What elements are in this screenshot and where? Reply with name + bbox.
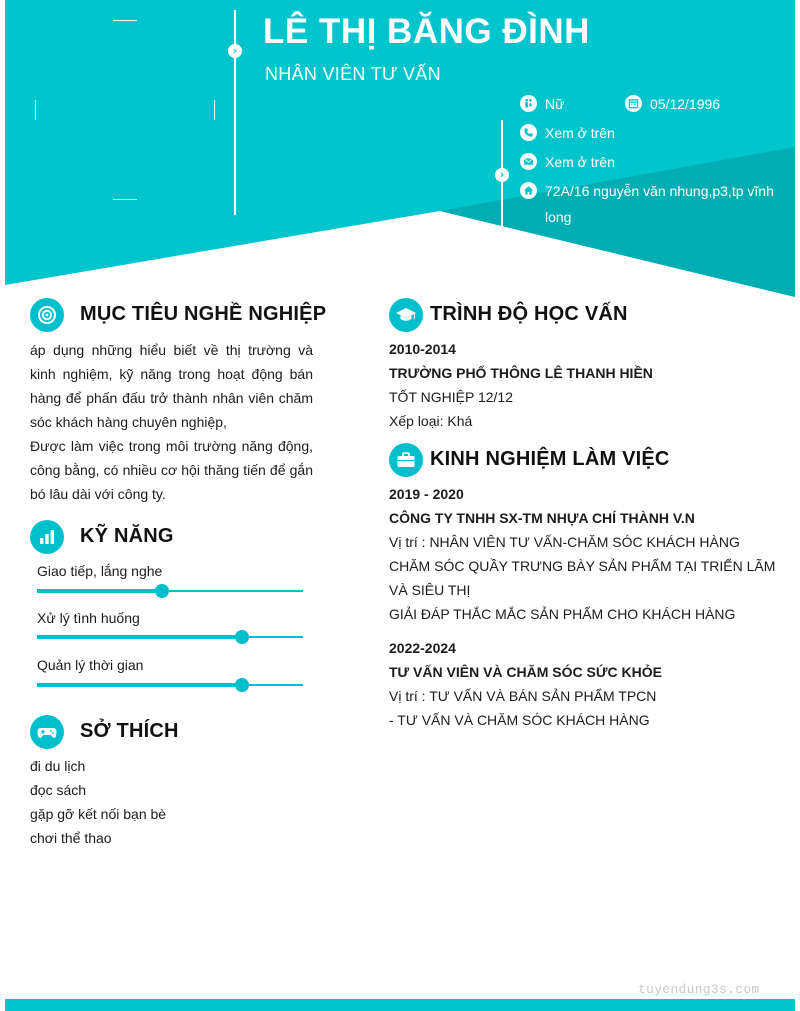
gender-value: Nữ <box>545 96 565 112</box>
envelope-icon <box>520 153 537 170</box>
skill-bar <box>37 590 303 592</box>
address-info <box>520 178 782 230</box>
objective-paragraph: áp dụng những hiểu biết về thị trường và kinh nghiệm, kỹ năng trong hoạt động bán hàng để phấn đấu trở thành nhân viên chăm sóc khách hàng chuyên nghiệp, <box>30 342 313 430</box>
hobby-item: đọc sách <box>30 782 87 798</box>
chevron-right-icon: › <box>228 44 242 58</box>
watermark-text: tuyendung3s.com <box>638 982 760 997</box>
education-degree: TỐT NGHIỆP 12/12 <box>389 389 513 405</box>
skill-bar-fill <box>37 635 242 639</box>
footer-bar <box>5 999 795 1011</box>
email-info <box>520 149 615 175</box>
experience-line: CHĂM SÓC QUẦY TRƯNG BÀY SẢN PHẨM TẠI TRIỂN LÃM VÀ SIÊU THỊ <box>389 558 776 598</box>
address-value: 72A/16 nguyễn văn nhung,p3,tp vĩnh long <box>545 183 774 225</box>
skill-bar-knob <box>155 584 169 598</box>
skill-bar <box>37 684 303 686</box>
hobby-item: gặp gỡ kết nối bạn bè <box>30 806 167 822</box>
objective-paragraph: Được làm việc trong môi trường năng động, công bằng, có nhiều cơ hội thăng tiến để gắn bó lâu dài với công ty. <box>30 438 313 502</box>
phone-value: Xem ở trên <box>545 125 615 141</box>
skill-label: Giao tiếp, lắng nghe <box>37 563 163 579</box>
experience-line: - TƯ VẤN VÀ CHĂM SÓC KHÁCH HÀNG <box>389 712 650 728</box>
objective-text <box>30 338 313 506</box>
skill-bar <box>37 636 303 638</box>
phone-icon <box>520 124 537 141</box>
hobby-item: chơi thể thao <box>30 830 112 846</box>
skill-label: Xử lý tình huống <box>37 610 140 626</box>
skill-bar-knob <box>235 630 249 644</box>
gender-icon <box>520 95 537 112</box>
education-title: TRÌNH ĐỘ HỌC VẤN <box>430 303 628 325</box>
candidate-name: LÊ THỊ BĂNG ĐÌNH <box>263 12 590 51</box>
avatar-photo-frame <box>35 20 215 200</box>
target-icon <box>30 298 64 332</box>
hobbies-list <box>30 754 166 850</box>
skill-label: Quản lý thời gian <box>37 657 144 673</box>
header-divider-line <box>234 10 236 215</box>
birthdate-info <box>625 91 720 117</box>
experience-period: 2019 - 2020 <box>389 486 464 502</box>
education-entry <box>389 337 779 433</box>
experience-entry <box>389 636 779 732</box>
experience-line: Vị trí : NHÂN VIÊN TƯ VẤN-CHĂM SÓC KHÁCH HÀNG <box>389 534 740 550</box>
education-period: 2010-2014 <box>389 341 456 357</box>
gamepad-icon <box>30 715 64 749</box>
experience-period: 2022-2024 <box>389 640 456 656</box>
candidate-role: NHÂN VIÊN TƯ VẤN <box>265 64 441 84</box>
experience-company: TƯ VẤN VIÊN VÀ CHĂM SÓC SỨC KHỎE <box>389 664 662 680</box>
experience-entry <box>389 482 779 626</box>
chevron-right-icon: › <box>495 168 509 182</box>
bar-chart-icon <box>30 520 64 554</box>
graduation-cap-icon <box>389 298 423 332</box>
education-rank: Xếp loại: Khá <box>389 413 473 429</box>
skill-bar-fill <box>37 683 242 687</box>
objective-title: MỤC TIÊU NGHỀ NGHIỆP <box>80 303 327 325</box>
hobby-item: đi du lịch <box>30 758 86 774</box>
skill-bar-fill <box>37 589 162 593</box>
experience-title: KINH NGHIỆM LÀM VIỆC <box>430 448 670 470</box>
experience-company: CÔNG TY TNHH SX-TM NHỰA CHÍ THÀNH V.N <box>389 510 695 526</box>
gender-info <box>520 91 564 117</box>
birthdate-value: 05/12/1996 <box>650 96 721 112</box>
experience-line: Vị trí : TƯ VẤN VÀ BÁN SẢN PHẨM TPCN <box>389 688 657 704</box>
email-value: Xem ở trên <box>545 154 615 170</box>
phone-info <box>520 120 615 146</box>
hobbies-title: SỞ THÍCH <box>80 720 179 742</box>
education-school: TRƯỜNG PHỔ THÔNG LÊ THANH HIỀN <box>389 365 653 381</box>
briefcase-icon <box>389 443 423 477</box>
calendar-icon <box>625 95 642 112</box>
skill-bar-knob <box>235 678 249 692</box>
skills-title: KỸ NĂNG <box>80 525 174 547</box>
home-icon <box>520 182 537 199</box>
experience-line: GIẢI ĐÁP THẮC MẮC SẢN PHẨM CHO KHÁCH HÀNG <box>389 606 736 622</box>
